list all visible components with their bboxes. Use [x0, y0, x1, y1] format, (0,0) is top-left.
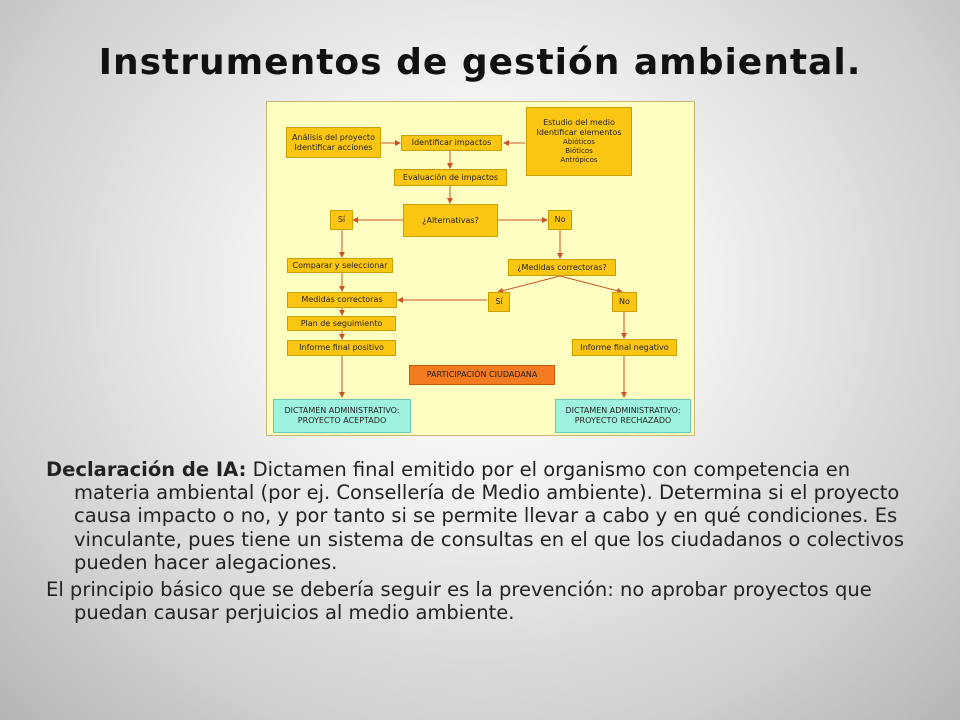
dictamen-aceptado-line-1: DICTAMEN ADMINISTRATIVO: [284, 406, 400, 415]
medidas-correctoras-label: Medidas correctoras [301, 295, 383, 304]
si-alternativas-label: Sí [337, 215, 346, 224]
principio-paragraph [46, 578, 916, 624]
identificar-impactos-box [401, 135, 502, 151]
declaracion-text: Dictamen final emitido por el organismo con competencia en materia ambiental (por ej. Consellería de Medio ambiente). Determina si el proyecto causa impacto o no, y por tanto si se permite llevar a cabo y en qué condiciones. Es vinculante, pues tiene un sistema de consultas en el que los ciudadanos o colectivos pueden hacer alegaciones. [74, 458, 904, 574]
estudio-line-1: Estudio del medio [543, 118, 615, 128]
si-medidas-box [488, 292, 510, 312]
dictamen-aceptado-box [273, 399, 411, 433]
medidas-pregunta-label: ¿Medidas correctoras? [517, 262, 607, 272]
dictamen-rechazado-line-1: DICTAMEN ADMINISTRATIVO: [565, 406, 681, 415]
plan-label: Plan de seguimiento [300, 318, 383, 328]
comparar-seleccionar-box [287, 258, 393, 273]
dictamen-aceptado-line-2: PROYECTO ACEPTADO [297, 416, 387, 425]
no-medidas-label: No [619, 297, 630, 306]
estudio-sub-1: Abióticos [563, 138, 595, 147]
participacion-ciudadana-box [409, 365, 555, 385]
si-alternativas-box [330, 210, 353, 230]
evaluacion-impactos-box [394, 169, 507, 186]
no-alternativas-box [548, 210, 572, 230]
participacion-label: PARTICIPACIÓN CIUDADANA [426, 370, 538, 379]
informe-negativo-label: Informe final negativo [580, 342, 669, 352]
no-alternativas-label: No [554, 215, 566, 224]
alternativas-label: ¿Alternativas? [422, 215, 479, 225]
declaracion-paragraph [46, 458, 916, 574]
dictamen-rechazado-line-2: PROYECTO RECHAZADO [574, 416, 672, 425]
analisis-line-1: Análisis del proyecto [292, 132, 375, 142]
informe-negativo-box [572, 339, 677, 356]
informe-positivo-label: Informe final positivo [299, 343, 384, 352]
analisis-proyecto-box [286, 127, 381, 158]
estudio-sub-2: Bióticos [565, 147, 593, 156]
informe-positivo-box [287, 340, 396, 356]
si-medidas-label: Sí [495, 297, 503, 306]
slide-title: Instrumentos de gestión ambiental. [98, 42, 862, 83]
estudio-medio-box [526, 107, 632, 176]
evaluacion-label: Evaluación de impactos [402, 172, 499, 182]
no-medidas-box [612, 292, 637, 312]
alternativas-box [403, 204, 498, 237]
plan-seguimiento-box [287, 316, 396, 331]
medidas-correctoras-box [287, 292, 397, 308]
comparar-label: Comparar y seleccionar [292, 260, 388, 270]
declaracion-label: Declaración de IA: [46, 458, 247, 481]
flowchart [266, 101, 695, 436]
estudio-line-2: Identificar elementos [536, 128, 622, 138]
principio-text: El principio básico que se debería seguir es la prevención: no aprobar proyectos que puedan causar perjuicios al medio ambiente. [46, 578, 872, 625]
estudio-sub-3: Antrópicos [560, 155, 598, 164]
dictamen-rechazado-box [555, 399, 691, 433]
body-text [46, 458, 916, 628]
analisis-line-2: Identificar acciones [294, 142, 373, 152]
medidas-pregunta-box [508, 259, 616, 276]
identificar-impactos-label: Identificar impactos [411, 138, 492, 147]
